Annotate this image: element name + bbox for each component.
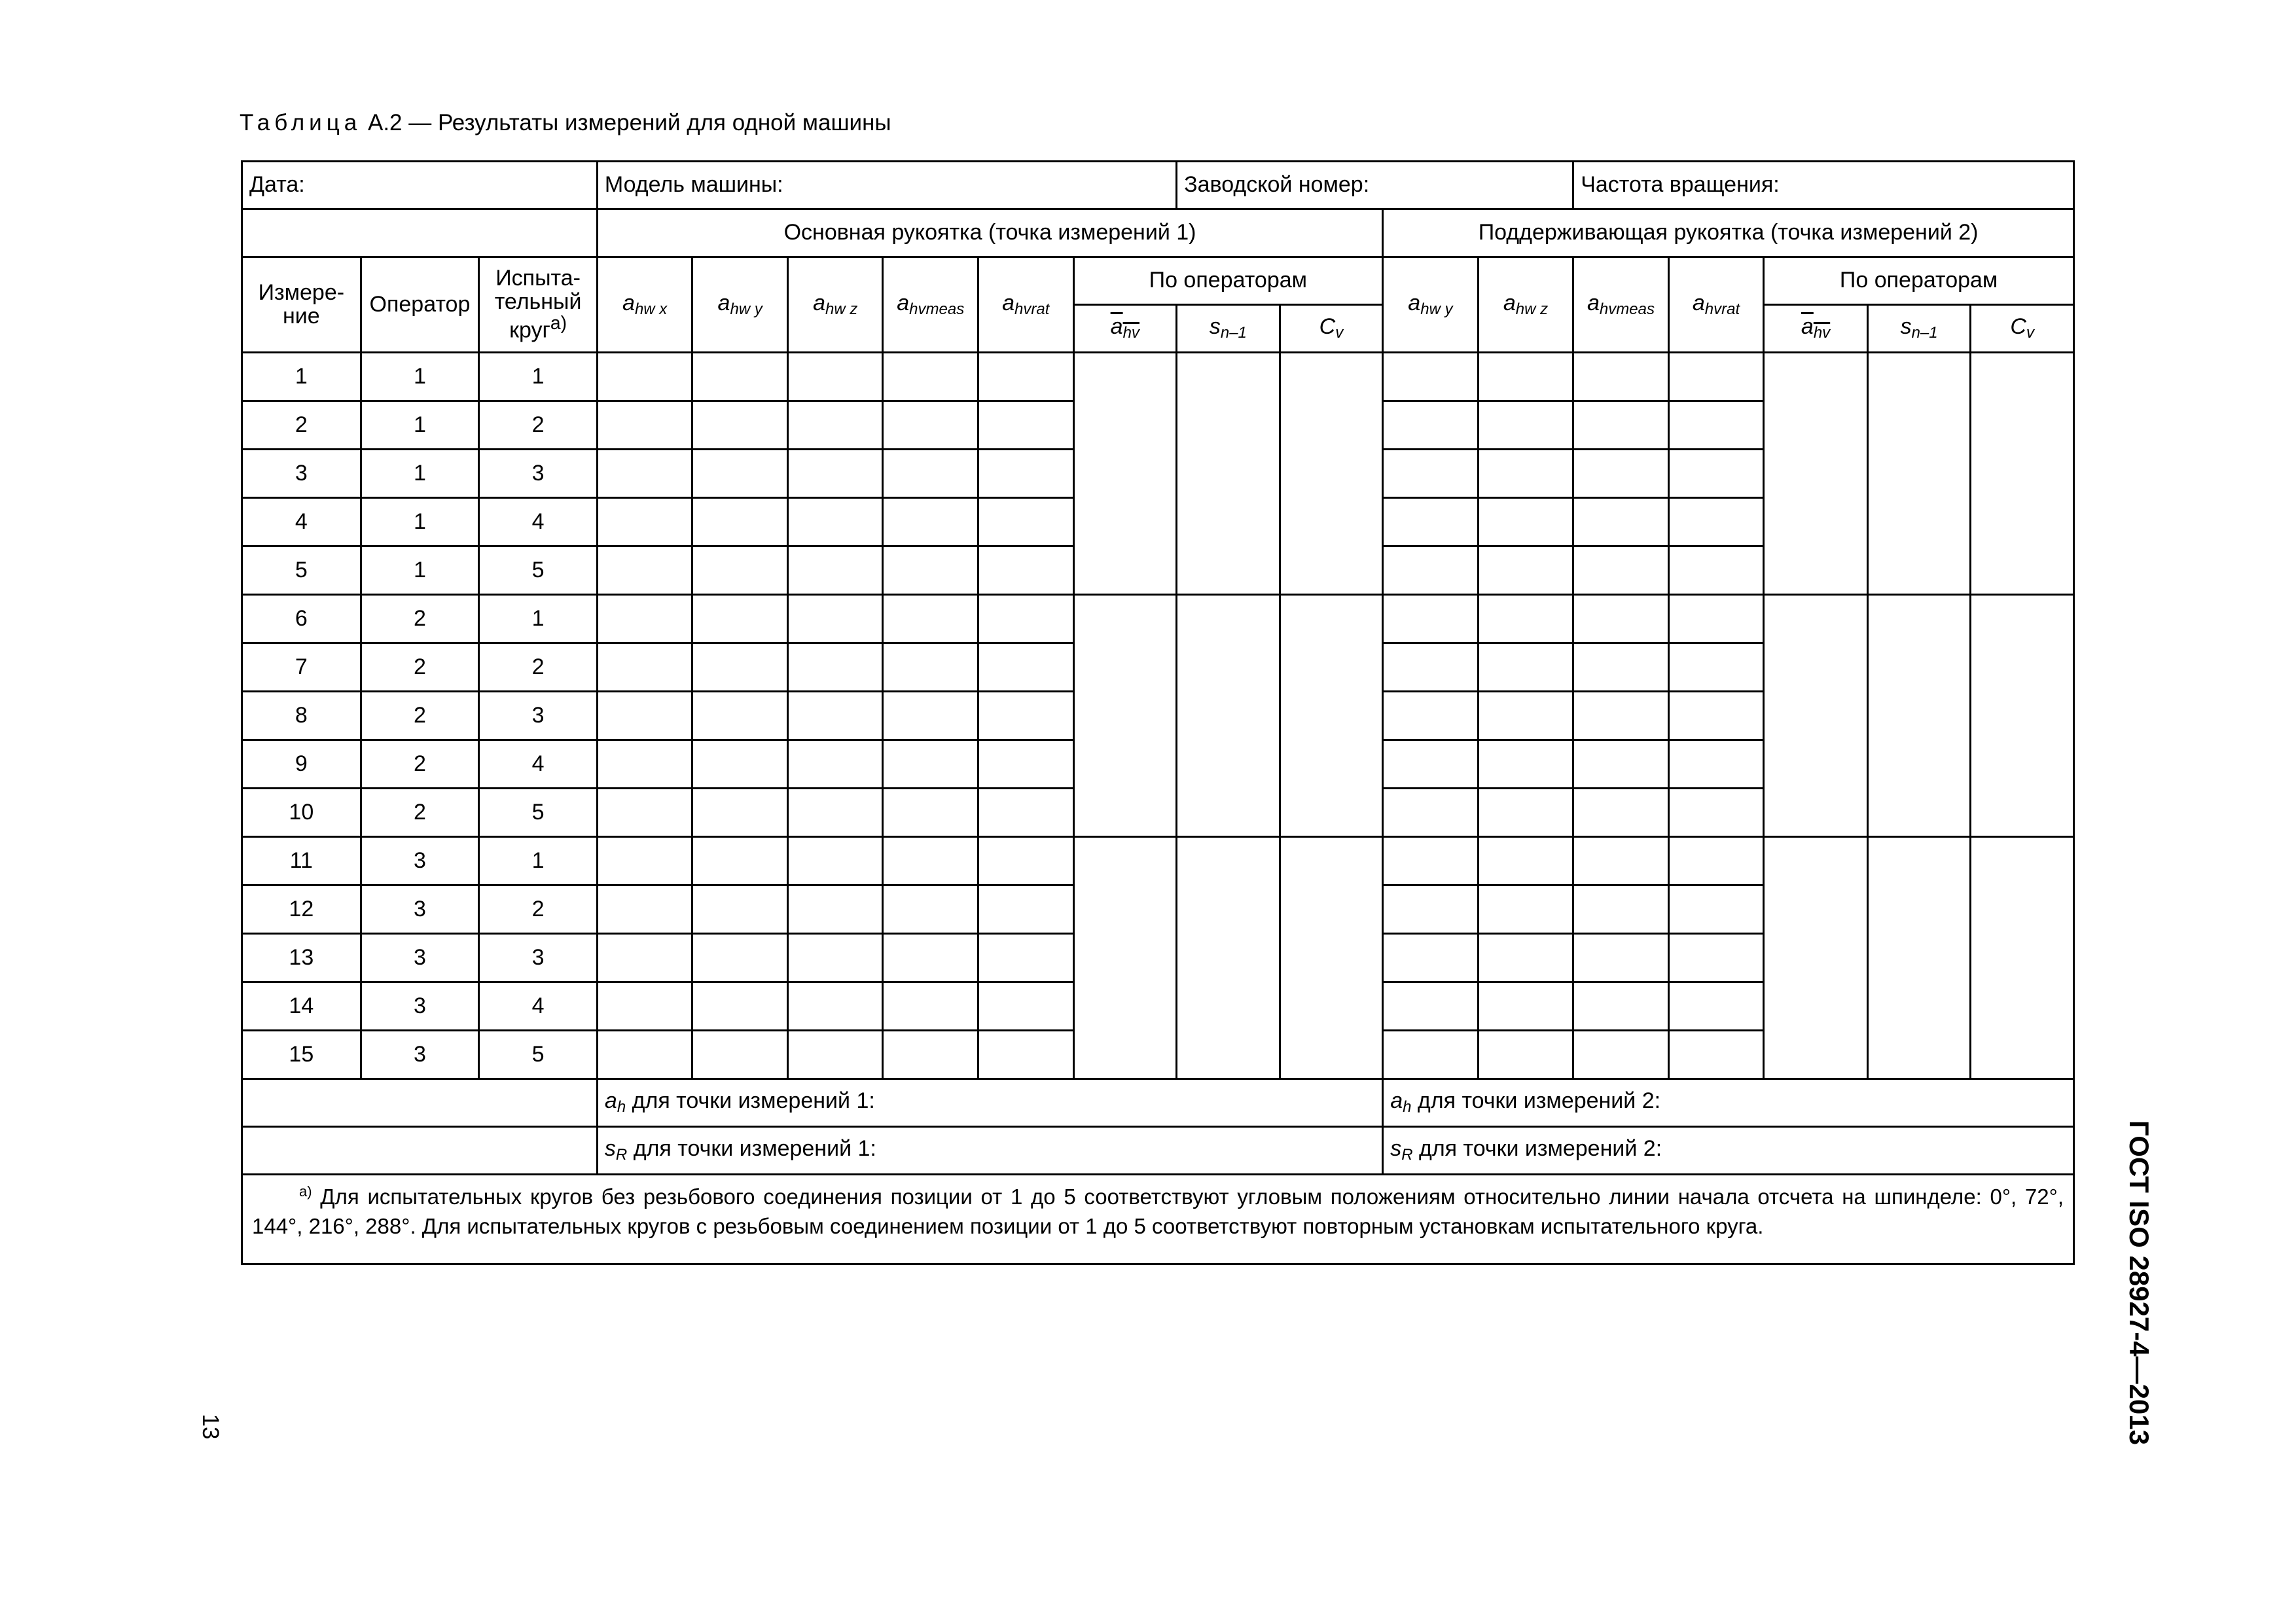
operator-cell: 1 (361, 450, 479, 498)
value-cell-point2 (1668, 885, 1764, 934)
value-cell-point2 (1573, 401, 1669, 450)
value-cell-point2 (1383, 401, 1479, 450)
value-cell-point1 (978, 885, 1073, 934)
value-cell-point1 (883, 885, 978, 934)
value-cell-point2 (1478, 450, 1573, 498)
value-cell-point2 (1383, 837, 1479, 885)
operator-cell: 3 (361, 1031, 479, 1079)
value-cell-point1 (883, 837, 978, 885)
measurement-cell: 9 (242, 740, 361, 789)
operator-cell: 1 (361, 401, 479, 450)
value-cell-point2 (1478, 789, 1573, 837)
value-cell-point1 (787, 885, 883, 934)
ah-point1: $a_h$ для точки измерений 1: (597, 1079, 1382, 1127)
value-cell-point1 (978, 789, 1073, 837)
value-cell-point2 (1668, 692, 1764, 740)
operator-cell: 1 (361, 498, 479, 546)
value-cell-point2 (1478, 498, 1573, 546)
column-header-row (242, 257, 2074, 305)
value-cell-point2 (1573, 934, 1669, 982)
operator-stat-cell-point2 (1867, 595, 1971, 837)
header-ahwy-2: $a_{hw y}$ (1383, 257, 1479, 353)
value-cell-point1 (597, 546, 692, 595)
data-rows (242, 353, 2074, 1079)
header-mean-ahv-1: $a_{hv}$ (1073, 305, 1177, 353)
measurement-cell: 14 (242, 982, 361, 1031)
value-cell-point1 (978, 740, 1073, 789)
value-cell-point2 (1668, 595, 1764, 643)
value-cell-point1 (883, 692, 978, 740)
value-cell-point2 (1383, 934, 1479, 982)
operator-cell: 1 (361, 546, 479, 595)
value-cell-point1 (883, 740, 978, 789)
value-cell-point1 (883, 546, 978, 595)
table-row (242, 353, 2074, 401)
value-cell-point2 (1573, 546, 1669, 595)
header-cv-2: $C_v$ (1971, 305, 2074, 353)
value-cell-point2 (1668, 740, 1764, 789)
value-cell-point1 (787, 934, 883, 982)
operator-stat-cell-point1 (1073, 837, 1177, 1079)
value-cell-point2 (1668, 837, 1764, 885)
circle-cell: 5 (479, 789, 598, 837)
value-cell-point1 (787, 353, 883, 401)
measurement-cell: 13 (242, 934, 361, 982)
value-cell-point1 (692, 498, 788, 546)
value-cell-point1 (692, 982, 788, 1031)
measurement-cell: 11 (242, 837, 361, 885)
operator-stat-cell-point1 (1177, 353, 1280, 595)
header-ahwz-2: $a_{hw z}$ (1478, 257, 1573, 353)
circle-cell: 1 (479, 595, 598, 643)
sr-point1: $s_R$ для точки измерений 1: (597, 1127, 1382, 1175)
operator-stat-cell-point2 (1971, 353, 2074, 595)
circle-cell: 2 (479, 643, 598, 692)
measurement-cell: 10 (242, 789, 361, 837)
header-cv-1: $C_v$ (1280, 305, 1383, 353)
header-ahvrat-2: $a_{hvrat}$ (1668, 257, 1764, 353)
value-cell-point2 (1383, 982, 1479, 1031)
value-cell-point1 (597, 885, 692, 934)
value-cell-point1 (883, 789, 978, 837)
value-cell-point2 (1668, 353, 1764, 401)
value-cell-point2 (1573, 643, 1669, 692)
operator-stat-cell-point2 (1971, 595, 2074, 837)
operator-stat-cell-point1 (1073, 353, 1177, 595)
value-cell-point2 (1478, 692, 1573, 740)
value-cell-point1 (692, 692, 788, 740)
value-cell-point1 (597, 595, 692, 643)
table-caption (240, 110, 891, 136)
value-cell-point2 (1478, 934, 1573, 982)
empty-group-cell (242, 209, 598, 257)
value-cell-point1 (978, 934, 1073, 982)
value-cell-point2 (1383, 643, 1479, 692)
value-cell-point1 (787, 450, 883, 498)
header-sn1-1: $s_{n-1}$ (1177, 305, 1280, 353)
value-cell-point2 (1573, 498, 1669, 546)
value-cell-point1 (787, 837, 883, 885)
measurement-cell: 3 (242, 450, 361, 498)
value-cell-point1 (692, 353, 788, 401)
value-cell-point2 (1478, 740, 1573, 789)
circle-cell: 2 (479, 885, 598, 934)
operator-cell: 2 (361, 643, 479, 692)
value-cell-point1 (883, 1031, 978, 1079)
value-cell-point1 (692, 789, 788, 837)
measurement-cell: 2 (242, 401, 361, 450)
operator-cell: 2 (361, 740, 479, 789)
value-cell-point1 (787, 498, 883, 546)
header-ahvrat-1: $a_{hvrat}$ (978, 257, 1073, 353)
value-cell-point2 (1383, 885, 1479, 934)
value-cell-point1 (978, 982, 1073, 1031)
operator-stat-cell-point1 (1280, 837, 1383, 1079)
value-cell-point2 (1478, 595, 1573, 643)
value-cell-point2 (1478, 1031, 1573, 1079)
operator-stat-cell-point2 (1764, 353, 1868, 595)
value-cell-point1 (597, 1031, 692, 1079)
value-cell-point1 (692, 934, 788, 982)
value-cell-point1 (978, 353, 1073, 401)
value-cell-point1 (978, 595, 1073, 643)
table-footnote (242, 1175, 2074, 1264)
value-cell-point1 (787, 982, 883, 1031)
value-cell-point1 (978, 1031, 1073, 1079)
value-cell-point1 (883, 498, 978, 546)
measurement-cell: 5 (242, 546, 361, 595)
header-ahwx-1: $a_{hw x}$ (597, 257, 692, 353)
header-ahvmeas-2: $a_{hvmeas}$ (1573, 257, 1669, 353)
value-cell-point1 (692, 401, 788, 450)
operator-cell: 2 (361, 595, 479, 643)
value-cell-point2 (1573, 595, 1669, 643)
value-cell-point1 (597, 353, 692, 401)
circle-cell: 2 (479, 401, 598, 450)
value-cell-point1 (787, 595, 883, 643)
header-sn1-2: $s_{n-1}$ (1867, 305, 1971, 353)
operator-stat-cell-point2 (1971, 837, 2074, 1079)
measurement-cell: 15 (242, 1031, 361, 1079)
value-cell-point2 (1668, 498, 1764, 546)
group-point2: Поддерживающая рукоятка (точка измерений 2) (1383, 209, 2074, 257)
value-cell-point1 (978, 692, 1073, 740)
value-cell-point1 (883, 450, 978, 498)
circle-cell: 4 (479, 498, 598, 546)
value-cell-point1 (597, 692, 692, 740)
header-ahvmeas-1: $a_{hvmeas}$ (883, 257, 978, 353)
circle-cell: 1 (479, 353, 598, 401)
value-cell-point1 (883, 643, 978, 692)
operator-stat-cell-point1 (1280, 353, 1383, 595)
circle-cell: 5 (479, 1031, 598, 1079)
value-cell-point1 (597, 789, 692, 837)
value-cell-point2 (1478, 885, 1573, 934)
header-ahwz-1: $a_{hw z}$ (787, 257, 883, 353)
speed-field: Частота вращения: (1573, 162, 2074, 209)
value-cell-point1 (597, 498, 692, 546)
value-cell-point1 (787, 401, 883, 450)
header-by-operators-1: По операторам (1073, 257, 1383, 305)
operator-stat-cell-point1 (1177, 595, 1280, 837)
operator-stat-cell-point1 (1177, 837, 1280, 1079)
circle-footnote-mark: а) (550, 312, 567, 334)
sr-summary-row (242, 1127, 2074, 1175)
operator-cell: 3 (361, 934, 479, 982)
standard-id: ГОСТ ISO 28927-4—2013 (2124, 1120, 2155, 1446)
group-point1: Основная рукоятка (точка измерений 1) (597, 209, 1382, 257)
value-cell-point2 (1383, 740, 1479, 789)
value-cell-point1 (978, 546, 1073, 595)
value-cell-point2 (1573, 982, 1669, 1031)
circle-cell: 5 (479, 546, 598, 595)
circle-cell: 1 (479, 837, 598, 885)
circle-cell: 3 (479, 692, 598, 740)
measurement-cell: 1 (242, 353, 361, 401)
header-mean-ahv-2: $a_{hv}$ (1764, 305, 1868, 353)
value-cell-point2 (1383, 692, 1479, 740)
value-cell-point1 (787, 643, 883, 692)
value-cell-point1 (883, 982, 978, 1031)
value-cell-point1 (787, 789, 883, 837)
caption-text: А.2 — Результаты измерений для одной машины (367, 110, 891, 135)
value-cell-point1 (787, 740, 883, 789)
empty-summary-cell (242, 1079, 598, 1127)
ah-point2: $a_h$ для точки измерений 2: (1383, 1079, 2074, 1127)
value-cell-point1 (597, 837, 692, 885)
value-cell-point2 (1573, 837, 1669, 885)
value-cell-point2 (1668, 546, 1764, 595)
operator-stat-cell-point2 (1764, 837, 1868, 1079)
operator-cell: 1 (361, 353, 479, 401)
value-cell-point2 (1668, 1031, 1764, 1079)
header-ahwy-1: $a_{hw y}$ (692, 257, 788, 353)
operator-stat-cell-point2 (1867, 353, 1971, 595)
header-measurement: Измере- ние (242, 257, 361, 353)
value-cell-point1 (692, 643, 788, 692)
value-cell-point2 (1668, 982, 1764, 1031)
value-cell-point2 (1383, 353, 1479, 401)
value-cell-point1 (787, 546, 883, 595)
circle-cell: 3 (479, 450, 598, 498)
measurement-cell: 12 (242, 885, 361, 934)
value-cell-point1 (978, 401, 1073, 450)
operator-stat-cell-point1 (1073, 595, 1177, 837)
table-row (242, 837, 2074, 885)
value-cell-point1 (597, 740, 692, 789)
operator-cell: 3 (361, 837, 479, 885)
header-by-operators-2: По операторам (1764, 257, 2074, 305)
date-field: Дата: (242, 162, 598, 209)
value-cell-point2 (1478, 982, 1573, 1031)
value-cell-point1 (597, 401, 692, 450)
value-cell-point2 (1573, 885, 1669, 934)
footnote-text: Для испытательных кругов без резьбового соединения позиции от 1 до 5 соответствуют угловым положениям относительно линии начала отсчета на шпинделе: 0°, 72°, 144°, 216°, 288°. Для испытательных кругов с резьбовым соединением позиции от 1 до 5 соответствуют повторным установкам испытательного круга. (252, 1185, 2064, 1238)
value-cell-point2 (1383, 1031, 1479, 1079)
empty-summary-cell (242, 1127, 598, 1175)
value-cell-point1 (597, 643, 692, 692)
value-cell-point2 (1668, 643, 1764, 692)
measurement-table (241, 160, 2075, 1265)
table-row (242, 595, 2074, 643)
operator-cell: 2 (361, 692, 479, 740)
value-cell-point2 (1478, 837, 1573, 885)
value-cell-point2 (1573, 740, 1669, 789)
value-cell-point1 (883, 595, 978, 643)
value-cell-point2 (1383, 450, 1479, 498)
sr-point2: $s_R$ для точки измерений 2: (1383, 1127, 2074, 1175)
value-cell-point2 (1573, 1031, 1669, 1079)
value-cell-point2 (1668, 401, 1764, 450)
value-cell-point1 (597, 450, 692, 498)
value-cell-point1 (883, 401, 978, 450)
value-cell-point1 (883, 353, 978, 401)
group-header-row (242, 209, 2074, 257)
value-cell-point2 (1573, 353, 1669, 401)
page-number: 13 (198, 1414, 223, 1440)
footnote-row (242, 1175, 2074, 1264)
measurement-cell: 7 (242, 643, 361, 692)
value-cell-point2 (1383, 595, 1479, 643)
operator-stat-cell-point1 (1280, 595, 1383, 837)
operator-cell: 3 (361, 885, 479, 934)
footnote-mark: а) (299, 1183, 312, 1200)
circle-cell: 4 (479, 982, 598, 1031)
value-cell-point2 (1383, 498, 1479, 546)
value-cell-point1 (692, 740, 788, 789)
value-cell-point2 (1573, 692, 1669, 740)
value-cell-point1 (978, 450, 1073, 498)
value-cell-point1 (597, 934, 692, 982)
model-field: Модель машины: (597, 162, 1176, 209)
operator-stat-cell-point2 (1764, 595, 1868, 837)
value-cell-point2 (1478, 546, 1573, 595)
value-cell-point1 (787, 692, 883, 740)
value-cell-point1 (978, 498, 1073, 546)
circle-cell: 4 (479, 740, 598, 789)
operator-stat-cell-point2 (1867, 837, 1971, 1079)
circle-cell: 3 (479, 934, 598, 982)
value-cell-point1 (692, 1031, 788, 1079)
value-cell-point2 (1478, 643, 1573, 692)
value-cell-point1 (692, 885, 788, 934)
info-row (242, 162, 2074, 209)
operator-cell: 3 (361, 982, 479, 1031)
operator-cell: 2 (361, 789, 479, 837)
value-cell-point2 (1668, 450, 1764, 498)
caption-label: Таблица (240, 110, 362, 135)
value-cell-point1 (597, 982, 692, 1031)
serial-field: Заводской номер: (1177, 162, 1573, 209)
value-cell-point1 (692, 595, 788, 643)
value-cell-point2 (1478, 401, 1573, 450)
value-cell-point1 (978, 837, 1073, 885)
value-cell-point2 (1478, 353, 1573, 401)
value-cell-point1 (787, 1031, 883, 1079)
measurement-cell: 6 (242, 595, 361, 643)
value-cell-point2 (1668, 789, 1764, 837)
value-cell-point1 (692, 837, 788, 885)
value-cell-point2 (1573, 789, 1669, 837)
header-operator: Оператор (361, 257, 479, 353)
value-cell-point1 (883, 934, 978, 982)
value-cell-point1 (978, 643, 1073, 692)
value-cell-point1 (692, 450, 788, 498)
measurement-cell: 4 (242, 498, 361, 546)
ah-summary-row (242, 1079, 2074, 1127)
value-cell-point2 (1573, 450, 1669, 498)
header-circle: Испыта- тельный круг$^{а)}$ (479, 257, 598, 353)
value-cell-point2 (1383, 546, 1479, 595)
measurement-cell: 8 (242, 692, 361, 740)
value-cell-point2 (1668, 934, 1764, 982)
value-cell-point1 (692, 546, 788, 595)
value-cell-point2 (1383, 789, 1479, 837)
